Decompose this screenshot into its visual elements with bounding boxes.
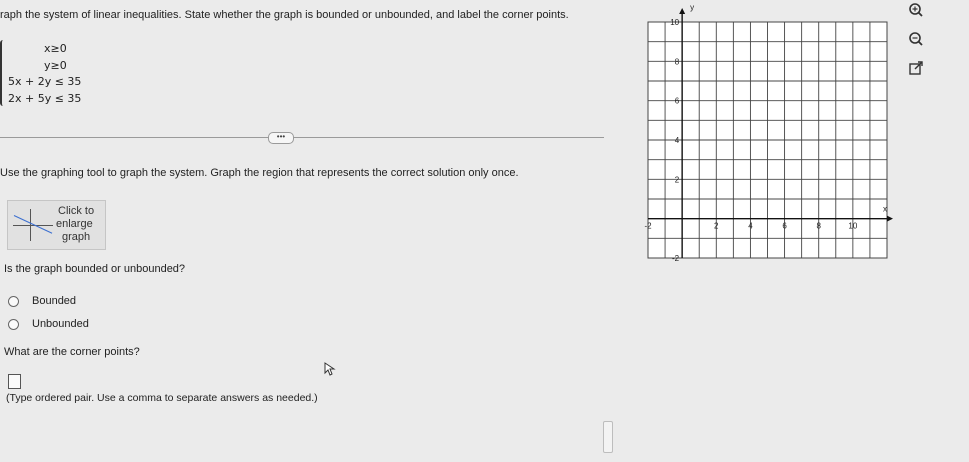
corner-points-hint: (Type ordered pair. Use a comma to separate answers as needed.) (6, 392, 318, 404)
graph-instruction: Use the graphing tool to graph the system. Graph the region that represents the correct solution only once. (0, 167, 519, 179)
bounded-prompt: Is the graph bounded or unbounded? (4, 263, 186, 275)
radio-bounded[interactable] (8, 296, 19, 307)
x-tick-label: 4 (748, 221, 753, 231)
inequality-2: y≥0 (44, 59, 67, 72)
option-bounded-label[interactable]: Bounded (32, 295, 77, 307)
inequality-1: x≥0 (44, 42, 67, 55)
x-axis-arrow (887, 216, 893, 222)
enlarge-graph-button[interactable] (7, 200, 106, 250)
expand-dots-button[interactable]: ••• (268, 132, 294, 144)
x-tick-label: 10 (848, 221, 858, 231)
system-brace (0, 40, 6, 106)
y-axis-label: y (690, 3, 695, 12)
x-axis-label: x (883, 204, 887, 214)
x-tick-label: 6 (782, 221, 787, 231)
y-tick-label: 8 (674, 57, 680, 67)
enlarge-label-line3: graph (62, 231, 91, 243)
y-tick-label: 2 (674, 175, 680, 185)
mouse-cursor-icon (324, 362, 336, 376)
resize-handle[interactable] (603, 421, 613, 453)
x-tick-label: 2 (714, 221, 719, 231)
y-tick-label: 6 (674, 96, 680, 106)
enlarge-label-line1: Click to (58, 205, 95, 217)
inequality-4: 2x + 5y ≤ 35 (8, 92, 82, 105)
x-tick-label: -2 (644, 221, 652, 231)
enlarge-label-line2: enlarge (56, 218, 93, 230)
x-tick-label: 8 (816, 221, 821, 231)
graph-panel (640, 0, 900, 270)
y-tick-label: 4 (674, 136, 680, 145)
y-axis-arrow (679, 8, 685, 14)
section-divider (0, 137, 604, 138)
coordinate-graph[interactable] (640, 0, 900, 270)
radio-unbounded[interactable] (8, 319, 19, 330)
zoom-in-icon[interactable] (908, 2, 924, 18)
question-header: raph the system of linear inequalities. State whether the graph is bounded or unbounded, and label the corner points. (0, 9, 569, 21)
zoom-out-icon[interactable] (908, 31, 924, 47)
corner-points-input[interactable] (8, 374, 21, 389)
y-tick-label: -2 (672, 254, 680, 263)
corner-points-prompt: What are the corner points? (4, 346, 140, 358)
thumbnail-y-axis (30, 209, 31, 241)
option-unbounded-label[interactable]: Unbounded (32, 318, 89, 330)
inequality-3: 5x + 2y ≤ 35 (8, 75, 82, 88)
y-tick-label: 10 (670, 18, 680, 27)
popout-icon[interactable] (908, 60, 924, 76)
